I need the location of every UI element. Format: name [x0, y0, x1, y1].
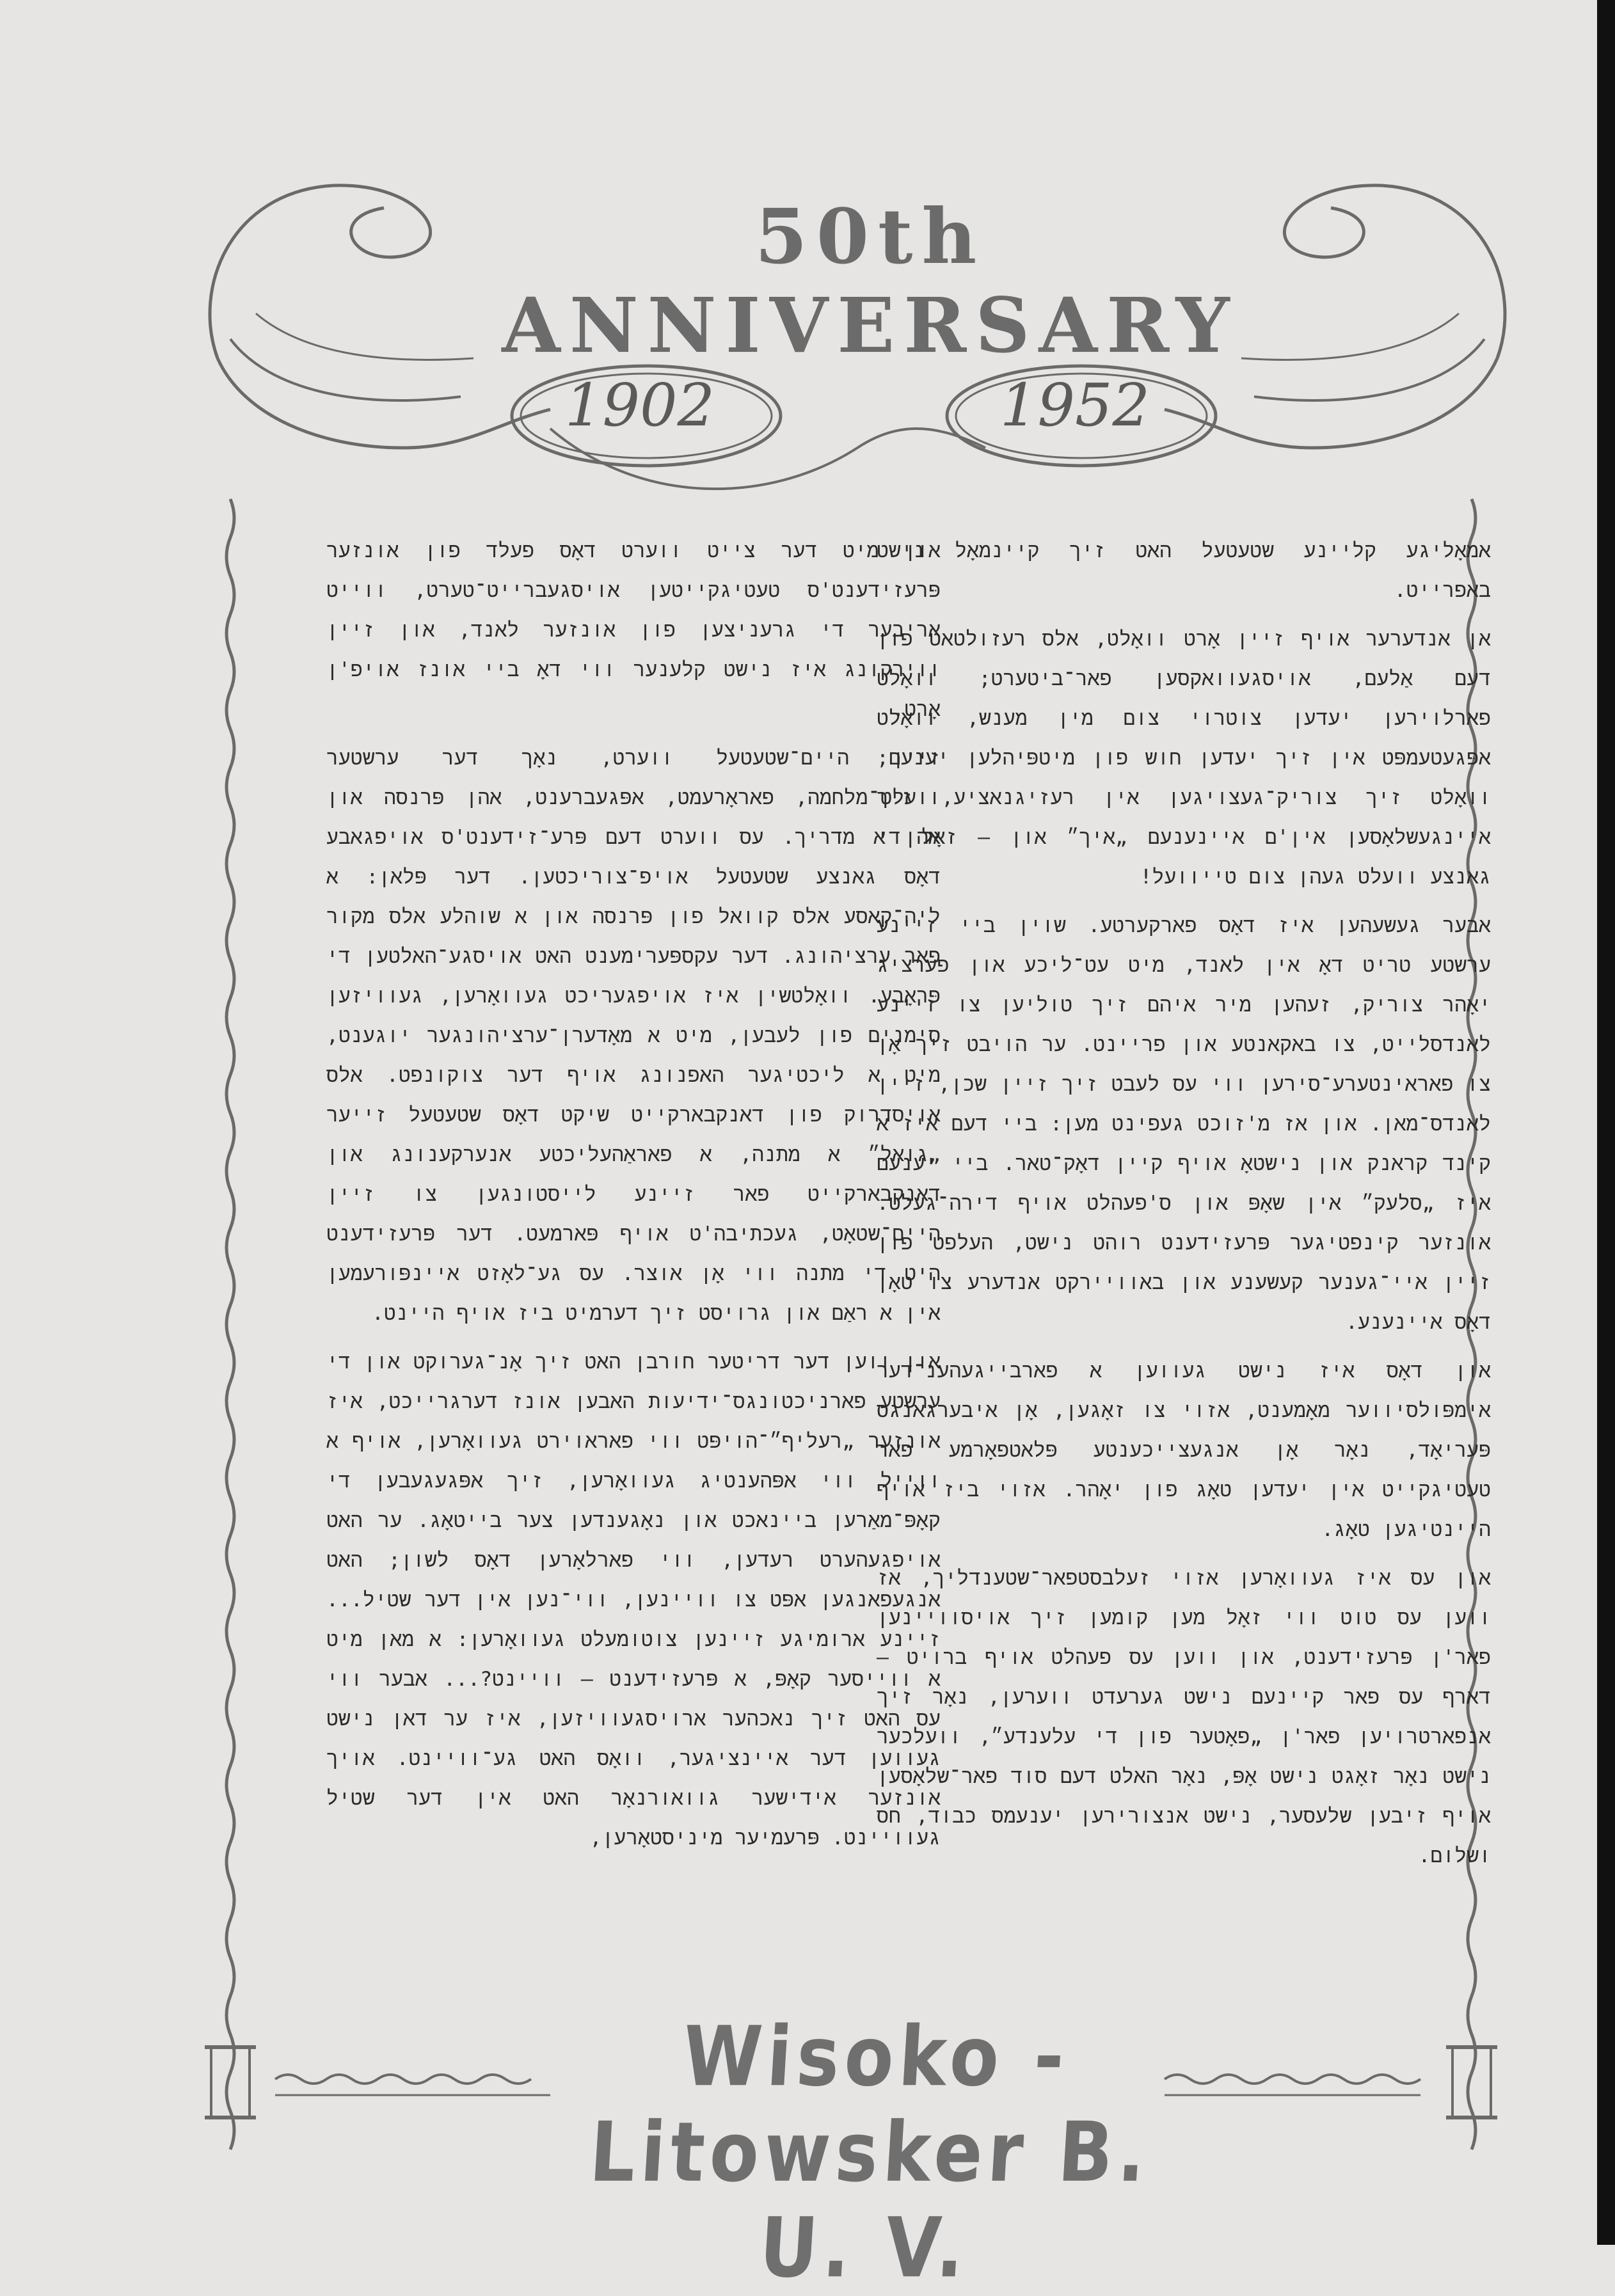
society-name-footer: Wisoko - Litowsker B. U. V. [587, 2009, 1154, 2296]
anniversary-title: 50th ANNIVERSARY [502, 192, 1239, 370]
year-end: 1952 [999, 371, 1150, 439]
article-paragraph: אמאָליגע קליינע שטעטעל האט זיך קיינמאָל נישט באפרייט. [877, 539, 1491, 602]
article-paragraph: אן אנדערער אויף זיין אָרט וואָלט, אלס רעזולטאט פון דעם אַלעם, אויסגעוואקסען פאר־ביטערט; וואָלט פארלוירען יעדען צוטרוי צום מין מענש, וואָלט אפּגעטעמפּט אין זיך יעדען חוש פון מיטפּיהלען יענעם; וואָלט זיך צוריק־געצויגען אין רעזיגנאציע, זיך איינגעשלאָסען אין'ם איינענעם „איך״ און — זאָל די גאנצע וועלט געהן צום טייוועל! [877, 628, 1491, 889]
page-edge-shadow [1597, 0, 1615, 2245]
article-paragraph: און ווען דער דריטער חורבן האט זיך אָנ־גערוקט און די ערשטע פארניכטונגס־ידיעות האבען אונז דערגרייכט, איז אונזער „רעליף״־הויפּט ווי פאראוירט געוואָרען, אויף א ווייל ווי אפּהענטיג געוואָרען, זיך אפּגעגעבען די קאָפּ־מאַרען ביינאכט און נאָגענדען צער בייטאָג. ער האט אויפגעהערט רעדען, ווי פארלאָרען דאָס לשון; האט אנגעפאנגען אפּט צו וויינען, ווי־נען אין דער שטיל... זיינע ארומיגע זיינען צוטומעלט געוואָרען: א מאן מיט א ווייסער קאָפּ, א פּרעזידענט — וויינט?... אבער ווי עס האט זיך נאכהער ארויסגעוויזען, איז ער דאן נישט געווען דער איינציגער, וואָס האט גע־וויינט. אויך אונזער אידישער גוואורנאָר האט אין דער שטיל געוויינט. פּרעמיער מיניסטאָרען, [326, 1350, 941, 1849]
article-paragraph: און עס איז געוואָרען אזוי זעלבסטפאר־שטענדליך, אז ווען עס טוט ווי זאָל מען קומען זיך אויסוויינען פאר'ן פּרעזידענט, און ווען עס פעהלט אויף ברויט — דארף עס פאר קיינעם נישט גערעדט ווערען, נאָר זיך אנפארטרויען פאר'ן „פאָטער פון די עלענדע״, וועלכער נישט נאָר זאָגט נישט אָפּ, נאָר האלט דעם סוד פאר־שלאָסען אויף זיבען שלעסער, נישט אנצורירען יענעמס כבוד, חס ושלום. [877, 1567, 1491, 1867]
article-column-left [326, 531, 941, 1996]
article-column-right [877, 531, 1491, 1996]
article-paragraph: אבער געשעהען איז דאָס פארקערטע. שוין ביי זיינע ערשטע טריט דאָ אין לאנד, מיט עט־ליכע און פערציג יאָהר צוריק, זעהען מיר איהם זיך טוליען צו זיינע לאנדסלייט, צו באקאנטע און פריינט. ער הויבט זיך אָן צו פאראינטערע־סירען ווי עס לעבט זיך זיין שכן, זיין לאנדס־מאן. און אז מ'זוכט געפינט מען: ביי דעם איז א קינד קראנק און נישטאָ אויף קיין דאָק־טאר. ביי יענעם איז „סלעק״ אין שאָפּ און ס'פעהלט אויף דירה־געלט. אונזער קינפטיגער פּרעזידענט רוהט נישט, העלפט פון זיין איי־גענער קעשענע און באוויירקט אנדערע צו טאָן דאָס איינענע. [877, 914, 1491, 1334]
article-paragraph: און דאָס איז נישט געווען א פארבייגעהענ־דער אימפּולסיווער מאָמענט, אזוי צו זאָגען, אָן איבערגאנגס פּעריאָד, נאָר אָן אנגעצייכענטע פּלאטפאָרמע פאר טעטיגקייט אין יעדען טאָג פון יאָהר. אזוי ביז אויף היינטיגען טאָג. [877, 1359, 1491, 1541]
article-paragraph: זיין היים־שטעטעל ווערט, נאָך דער ערשטער וועלט־מלחמה, פאראָרעמט, אפּגעברענט, אהן פּרנסה און אהן א מדריך. עס ווערט דעם פּרע־זידענט'ס אויפגאבע דאָס גאנצע שטעטעל אויפ־צוריכטען. דער פּלאן: א ליה־קאסע אלס קוואל פון פּרנסה און א שוהלע אלס מקור פאר ערציהונג. דער עקספּערימענט האט אויסגע־האלטען די פּראָבע. וואָלטשין איז אויפגעריכט געוואָרען, געוויזען סימנים פון לעבען, מיט א מאָדערן־ערציהונגער יוגענט, מיט א ליכטיגער האפנונג אויף דער צוקונפט. אלס אויסדרוק פון דאנקבארקייט שיקט דאָס שטעטעל זייער „גואל״ א מתנה, א פאראַהעליכטע אנערקענונג און דאנקבארקייט פאר זיינע לייסטונגען צו זיין היים־שטאָט, געכתיבה'ט אויף פּארמעט. דער פּרעזידענט היט די מתנה ווי אָן אוצר. עס גע־לאָזט איינפּורעמען אין א ראַם און גרויסט זיך דערמיט ביז אויף היינט. [326, 747, 941, 1325]
article-paragraph: און מיט דער צייט ווערט דאָס פעלד פון אונזער פּרעזידענט'ס טעטיגקייטען אויסגעברייט־טערט, ווייט אריבער די גרעניצען פון אונזער לאנד, און זיין ווירקונג איז נישט קלענער ווי דאָ ביי אונז אויפ'ן אָרט. [326, 539, 941, 721]
year-start: 1902 [564, 371, 715, 439]
